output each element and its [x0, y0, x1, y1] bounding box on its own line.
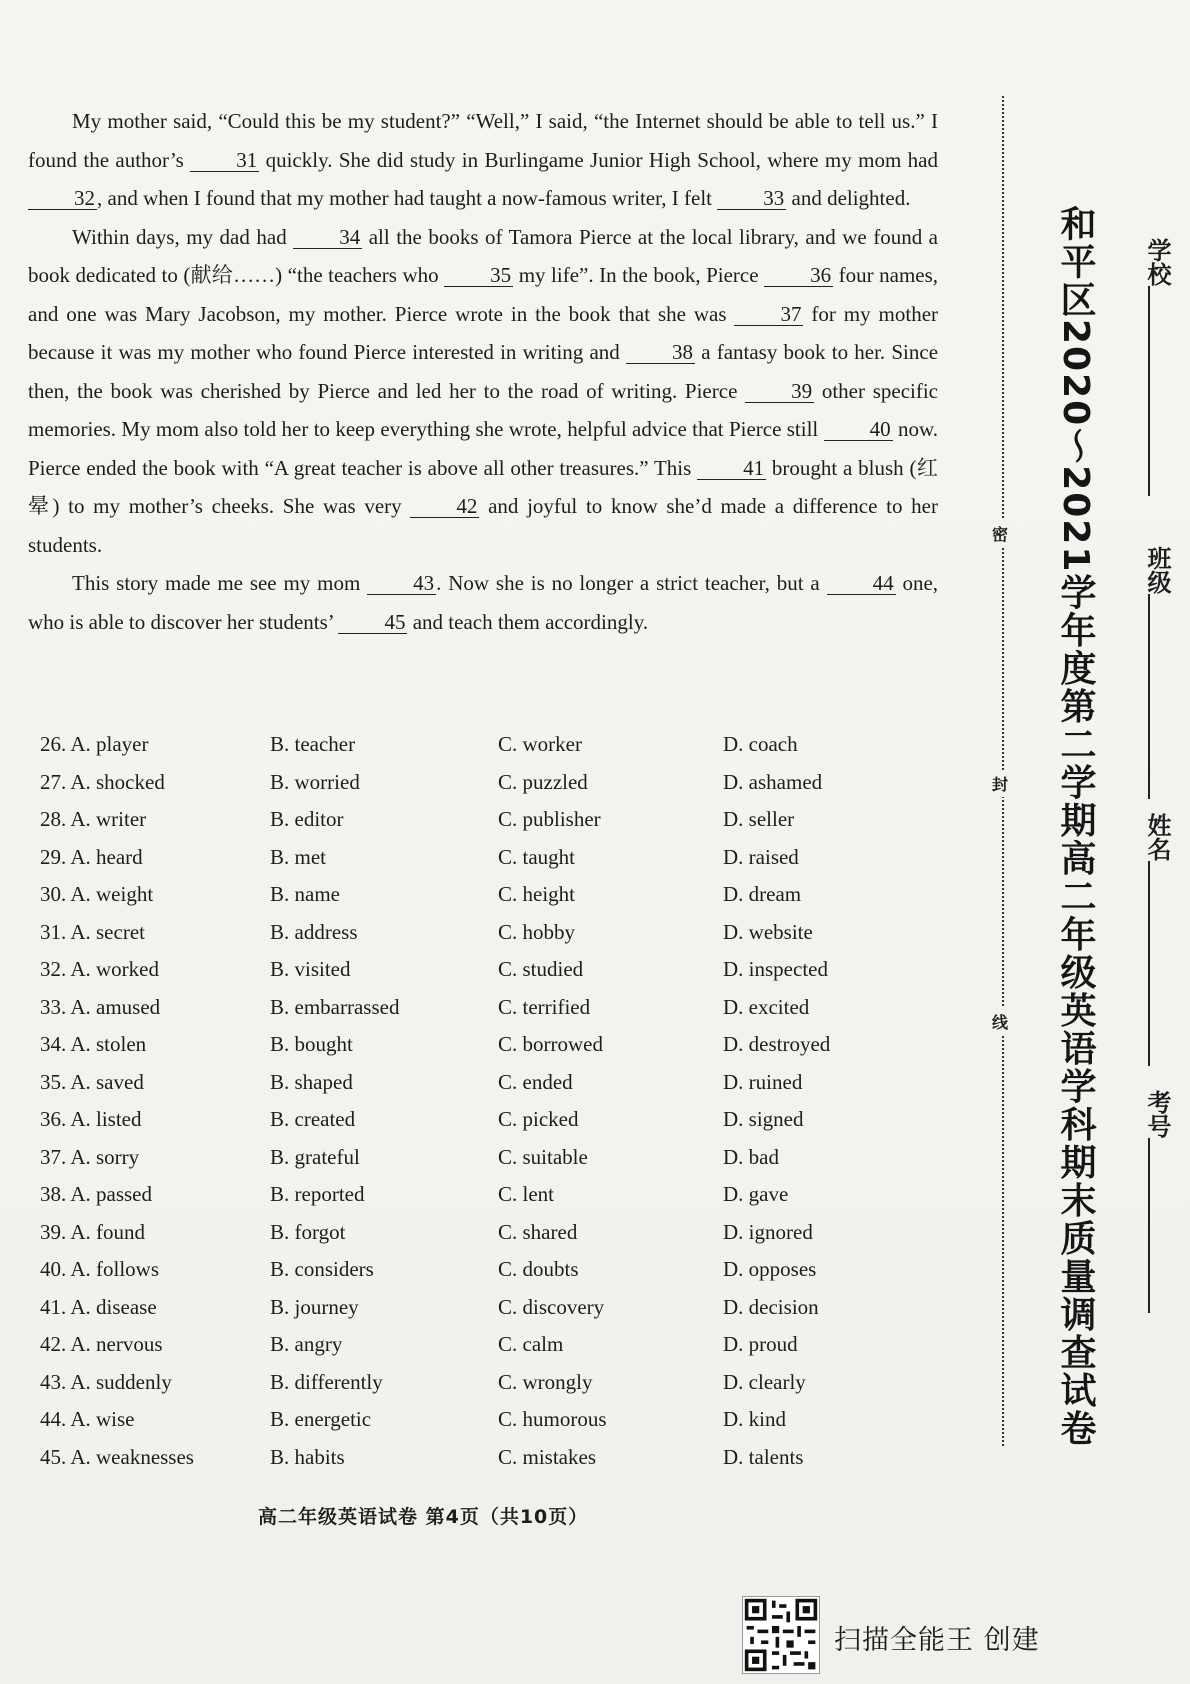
option-cell — [723, 1182, 923, 1207]
blank-43: 43 — [367, 572, 436, 595]
option-row — [40, 1026, 940, 1064]
option-c: C. studied — [498, 957, 584, 982]
passage-text: Within days, my dad had — [72, 224, 287, 249]
question-number: 29. — [40, 844, 67, 869]
option-cell — [40, 1257, 270, 1282]
option-d: D. destroyed — [723, 1032, 831, 1057]
question-number: 34. — [40, 1032, 67, 1057]
seal-char-mi: 密 — [992, 520, 1008, 547]
option-d: D. seller — [723, 807, 795, 832]
option-cell — [498, 1370, 723, 1395]
option-a: A. weaknesses — [70, 1444, 194, 1469]
option-cell — [723, 1145, 923, 1170]
seal-char-feng: 封 — [992, 770, 1008, 797]
question-number: 42. — [40, 1332, 67, 1357]
option-row — [40, 726, 940, 764]
option-cell — [270, 1070, 498, 1095]
field-name — [1140, 813, 1188, 1066]
question-number: 30. — [40, 882, 67, 907]
question-number: 43. — [40, 1369, 67, 1394]
option-b: B. met — [270, 844, 326, 869]
option-b: B. shaped — [270, 1069, 353, 1094]
option-b: B. considers — [270, 1257, 374, 1282]
seal-char-xian: 线 — [992, 1008, 1008, 1035]
option-b: B. worried — [270, 769, 360, 794]
option-cell — [498, 995, 723, 1020]
blank-37: 37 — [734, 303, 803, 326]
option-cell — [270, 957, 498, 982]
option-c: C. discovery — [498, 1294, 605, 1319]
option-row — [40, 989, 940, 1027]
option-a: A. passed — [70, 1182, 152, 1207]
option-c: C. taught — [498, 844, 575, 869]
option-a: A. heard — [70, 844, 143, 869]
option-b: B. bought — [270, 1032, 353, 1057]
passage-text: a fantasy book to her. Since then, the book was cherished by Pierce and led her to the road of writing. Pierce — [28, 340, 939, 403]
option-b: B. editor — [270, 807, 344, 832]
option-a: A. weight — [70, 882, 154, 907]
option-c: C. wrongly — [498, 1369, 593, 1394]
field-underline — [1148, 594, 1150, 799]
paragraph-3 — [28, 564, 938, 641]
option-cell — [270, 1445, 498, 1470]
student-info-fields — [1140, 238, 1188, 1338]
option-cell — [498, 1032, 723, 1057]
option-d: D. inspected — [723, 957, 828, 982]
option-d: D. bad — [723, 1144, 779, 1169]
passage-text: quickly. She did study in Burlingame Junior High School, where my mom had — [265, 147, 938, 172]
blank-33: 33 — [717, 187, 786, 210]
option-cell — [270, 995, 498, 1020]
option-a: A. shocked — [70, 769, 165, 794]
field-label: 姓名 — [1143, 813, 1171, 861]
exam-title: 和平区2020～2021学年度第二学期高二年级英语学科期末质量调查试卷 — [1055, 205, 1096, 1448]
option-d: D. kind — [723, 1407, 786, 1432]
passage-text: my life”. In the book, Pierce — [518, 263, 759, 287]
option-a: A. suddenly — [70, 1369, 172, 1394]
question-number: 35. — [40, 1069, 67, 1094]
question-number: 45. — [40, 1444, 67, 1469]
paragraph-1 — [28, 102, 938, 218]
option-d: D. signed — [723, 1107, 804, 1132]
option-row — [40, 1064, 940, 1102]
question-number: 39. — [40, 1219, 67, 1244]
passage-text: and teach them accordingly. — [412, 609, 649, 634]
option-c: C. mistakes — [498, 1444, 596, 1469]
option-cell — [270, 1257, 498, 1282]
option-cell — [40, 732, 270, 757]
option-cell — [40, 1070, 270, 1095]
passage-text: and joyful to know she’d made a difference to her students. — [28, 494, 939, 557]
option-cell — [40, 1370, 270, 1395]
option-cell — [498, 770, 723, 795]
question-number: 27. — [40, 769, 67, 794]
option-b: B. angry — [270, 1332, 343, 1357]
option-c: C. puzzled — [498, 769, 588, 794]
option-cell — [270, 845, 498, 870]
passage-text: , and when I found that my mother had taught a now-famous writer, I felt — [97, 186, 712, 210]
cloze-passage — [28, 102, 938, 641]
option-b: B. name — [270, 882, 340, 907]
option-a: A. stolen — [70, 1032, 147, 1057]
option-cell — [723, 1070, 923, 1095]
option-cell — [723, 845, 923, 870]
option-c: C. height — [498, 882, 575, 907]
option-a: A. secret — [70, 919, 145, 944]
option-d: D. ruined — [723, 1069, 803, 1094]
option-row — [40, 876, 940, 914]
option-cell — [498, 1107, 723, 1132]
question-number: 37. — [40, 1144, 67, 1169]
option-row — [40, 764, 940, 802]
option-a: A. sorry — [70, 1144, 140, 1169]
option-row — [40, 1214, 940, 1252]
question-number: 40. — [40, 1257, 67, 1282]
question-number: 44. — [40, 1407, 67, 1432]
option-cell — [723, 1107, 923, 1132]
option-row — [40, 1139, 940, 1177]
option-row — [40, 1439, 940, 1477]
passage-text: four names, and one was Mary Jacobson, my mother. Pierce wrote in the book that she was — [28, 263, 939, 326]
option-cell — [270, 1295, 498, 1320]
option-cell — [723, 1445, 923, 1470]
option-c: C. suitable — [498, 1144, 588, 1169]
passage-text: My mother said, “Could this be my student?” “Well,” I said, “the Internet should be able to tell us.” I found the author’s — [28, 109, 938, 172]
question-number: 36. — [40, 1107, 67, 1132]
blank-31: 31 — [190, 149, 259, 172]
option-cell — [498, 957, 723, 982]
option-d: D. raised — [723, 844, 799, 869]
option-d: D. clearly — [723, 1369, 806, 1394]
blank-44: 44 — [827, 572, 896, 595]
option-cell — [723, 1220, 923, 1245]
option-c: C. borrowed — [498, 1032, 603, 1057]
option-cell — [40, 1145, 270, 1170]
option-cell — [498, 1257, 723, 1282]
blank-42: 42 — [410, 495, 479, 518]
field-exam-number — [1140, 1090, 1188, 1313]
option-cell — [40, 1407, 270, 1432]
option-row — [40, 1401, 940, 1439]
option-cell — [498, 920, 723, 945]
option-row — [40, 839, 940, 877]
option-c: C. terrified — [498, 994, 591, 1019]
option-cell — [723, 957, 923, 982]
option-a: A. amused — [70, 994, 161, 1019]
option-c: C. lent — [498, 1182, 554, 1207]
option-c: C. shared — [498, 1219, 578, 1244]
option-cell — [498, 845, 723, 870]
option-row — [40, 1364, 940, 1402]
option-b: B. differently — [270, 1369, 383, 1394]
field-label: 学校 — [1143, 238, 1171, 286]
option-a: A. writer — [70, 807, 147, 832]
option-row — [40, 1101, 940, 1139]
option-b: B. grateful — [270, 1144, 360, 1169]
blank-36: 36 — [764, 264, 833, 287]
option-cell — [723, 882, 923, 907]
option-d: D. talents — [723, 1444, 804, 1469]
option-cell — [723, 1407, 923, 1432]
page-footer: 高二年级英语试卷 第4页（共10页） — [258, 1506, 589, 1528]
option-cell — [270, 1145, 498, 1170]
option-c: C. worker — [498, 732, 582, 757]
field-label: 班级 — [1143, 546, 1171, 594]
option-row — [40, 1326, 940, 1364]
option-b: B. visited — [270, 957, 351, 982]
option-cell — [270, 882, 498, 907]
option-cell — [723, 807, 923, 832]
option-cell — [270, 1407, 498, 1432]
option-cell — [723, 1332, 923, 1357]
option-d: D. ashamed — [723, 769, 823, 794]
paragraph-2 — [28, 218, 938, 565]
option-b: B. journey — [270, 1294, 359, 1319]
option-cell — [723, 1032, 923, 1057]
option-c: C. picked — [498, 1107, 579, 1132]
option-cell — [723, 1370, 923, 1395]
option-c: C. calm — [498, 1332, 564, 1357]
option-cell — [40, 882, 270, 907]
passage-text: This story made me see my mom — [72, 571, 361, 595]
option-a: A. player — [70, 732, 149, 757]
option-cell — [498, 1332, 723, 1357]
option-cell — [40, 1032, 270, 1057]
option-cell — [40, 1220, 270, 1245]
option-a: A. saved — [70, 1069, 144, 1094]
field-school — [1140, 238, 1188, 496]
option-b: B. embarrassed — [270, 994, 400, 1019]
option-cell — [723, 732, 923, 757]
option-d: D. excited — [723, 994, 810, 1019]
option-cell — [40, 995, 270, 1020]
option-cell — [40, 920, 270, 945]
option-c: C. ended — [498, 1069, 573, 1094]
passage-text: . Now she is no longer a strict teacher, but a — [436, 571, 820, 595]
option-d: D. website — [723, 919, 813, 944]
option-cell — [270, 920, 498, 945]
option-cell — [40, 1332, 270, 1357]
option-cell — [40, 770, 270, 795]
option-cell — [40, 1445, 270, 1470]
option-b: B. reported — [270, 1182, 365, 1207]
option-cell — [40, 1295, 270, 1320]
qr-code-icon — [742, 1596, 820, 1674]
option-cell — [270, 1182, 498, 1207]
option-b: B. energetic — [270, 1407, 372, 1432]
option-a: A. listed — [70, 1107, 142, 1132]
scanner-watermark: 扫描全能王 创建 — [834, 1625, 1040, 1656]
option-cell — [498, 1145, 723, 1170]
option-b: B. teacher — [270, 732, 356, 757]
blank-45: 45 — [338, 611, 407, 634]
option-c: C. humorous — [498, 1407, 607, 1432]
option-cell — [498, 1182, 723, 1207]
option-b: B. address — [270, 919, 358, 944]
passage-text: for my mother because it was my mother who found Pierce interested in writing and — [28, 301, 939, 364]
option-cell — [40, 957, 270, 982]
option-cell — [270, 732, 498, 757]
option-cell — [40, 807, 270, 832]
question-number: 33. — [40, 994, 67, 1019]
option-d: D. decision — [723, 1294, 819, 1319]
option-a: A. nervous — [70, 1332, 163, 1357]
option-d: D. opposes — [723, 1257, 817, 1282]
option-cell — [498, 1295, 723, 1320]
option-row — [40, 951, 940, 989]
option-cell — [723, 1257, 923, 1282]
question-number: 26. — [40, 732, 67, 757]
field-underline — [1148, 861, 1150, 1066]
option-cell — [270, 807, 498, 832]
passage-text: one, who is able to discover her students’ — [28, 571, 939, 634]
option-b: B. forgot — [270, 1219, 346, 1244]
option-cell — [498, 807, 723, 832]
passage-text: now. Pierce ended the book with “A great teacher is above all other treasures.” This — [28, 417, 939, 480]
field-class — [1140, 546, 1188, 799]
option-row — [40, 1176, 940, 1214]
option-cell — [498, 1070, 723, 1095]
option-cell — [723, 920, 923, 945]
blank-35: 35 — [444, 264, 513, 287]
option-cell — [498, 1220, 723, 1245]
question-number: 41. — [40, 1294, 67, 1319]
option-d: D. coach — [723, 732, 798, 757]
passage-text: all the books of Tamora Pierce at the local library, and we found a book dedicated to (献给……) “the teachers who — [28, 224, 939, 287]
option-c: C. hobby — [498, 919, 576, 944]
option-cell — [498, 1445, 723, 1470]
option-b: B. created — [270, 1107, 356, 1132]
option-row — [40, 1289, 940, 1327]
option-a: A. disease — [70, 1294, 157, 1319]
passage-text: other specific memories. My mom also told her to keep everything she wrote, helpful advice that Pierce still — [28, 378, 938, 441]
option-a: A. found — [70, 1219, 146, 1244]
passage-text: and delighted. — [791, 186, 911, 210]
option-c: C. publisher — [498, 807, 601, 832]
blank-32: 32 — [28, 187, 97, 210]
option-cell — [723, 770, 923, 795]
option-row — [40, 801, 940, 839]
option-cell — [40, 845, 270, 870]
question-number: 28. — [40, 807, 67, 832]
option-a: A. worked — [70, 957, 159, 982]
option-d: D. ignored — [723, 1219, 813, 1244]
blank-34: 34 — [293, 226, 362, 249]
option-cell — [723, 1295, 923, 1320]
option-cell — [723, 995, 923, 1020]
option-cell — [270, 1107, 498, 1132]
option-cell — [270, 1220, 498, 1245]
passage-text: brought a blush (红晕) to my mother’s cheeks. She was very — [28, 455, 938, 518]
question-number: 38. — [40, 1182, 67, 1207]
option-cell — [40, 1107, 270, 1132]
option-b: B. habits — [270, 1444, 345, 1469]
option-d: D. gave — [723, 1182, 789, 1207]
option-cell — [270, 1032, 498, 1057]
option-a: A. wise — [70, 1407, 135, 1432]
option-cell — [270, 770, 498, 795]
option-cell — [270, 1332, 498, 1357]
blank-41: 41 — [697, 457, 766, 480]
option-cell — [498, 882, 723, 907]
option-cell — [40, 1182, 270, 1207]
field-underline — [1148, 1138, 1150, 1313]
option-c: C. doubts — [498, 1257, 579, 1282]
question-number: 32. — [40, 957, 67, 982]
option-cell — [498, 1407, 723, 1432]
option-row — [40, 1251, 940, 1289]
field-underline — [1148, 286, 1150, 496]
answer-options — [40, 726, 940, 1476]
question-number: 31. — [40, 919, 67, 944]
option-row — [40, 914, 940, 952]
option-cell — [270, 1370, 498, 1395]
field-label: 考号 — [1143, 1090, 1171, 1138]
blank-39: 39 — [745, 380, 814, 403]
option-d: D. dream — [723, 882, 802, 907]
option-d: D. proud — [723, 1332, 798, 1357]
option-cell — [498, 732, 723, 757]
blank-40: 40 — [824, 418, 893, 441]
option-a: A. follows — [70, 1257, 160, 1282]
blank-38: 38 — [626, 341, 695, 364]
